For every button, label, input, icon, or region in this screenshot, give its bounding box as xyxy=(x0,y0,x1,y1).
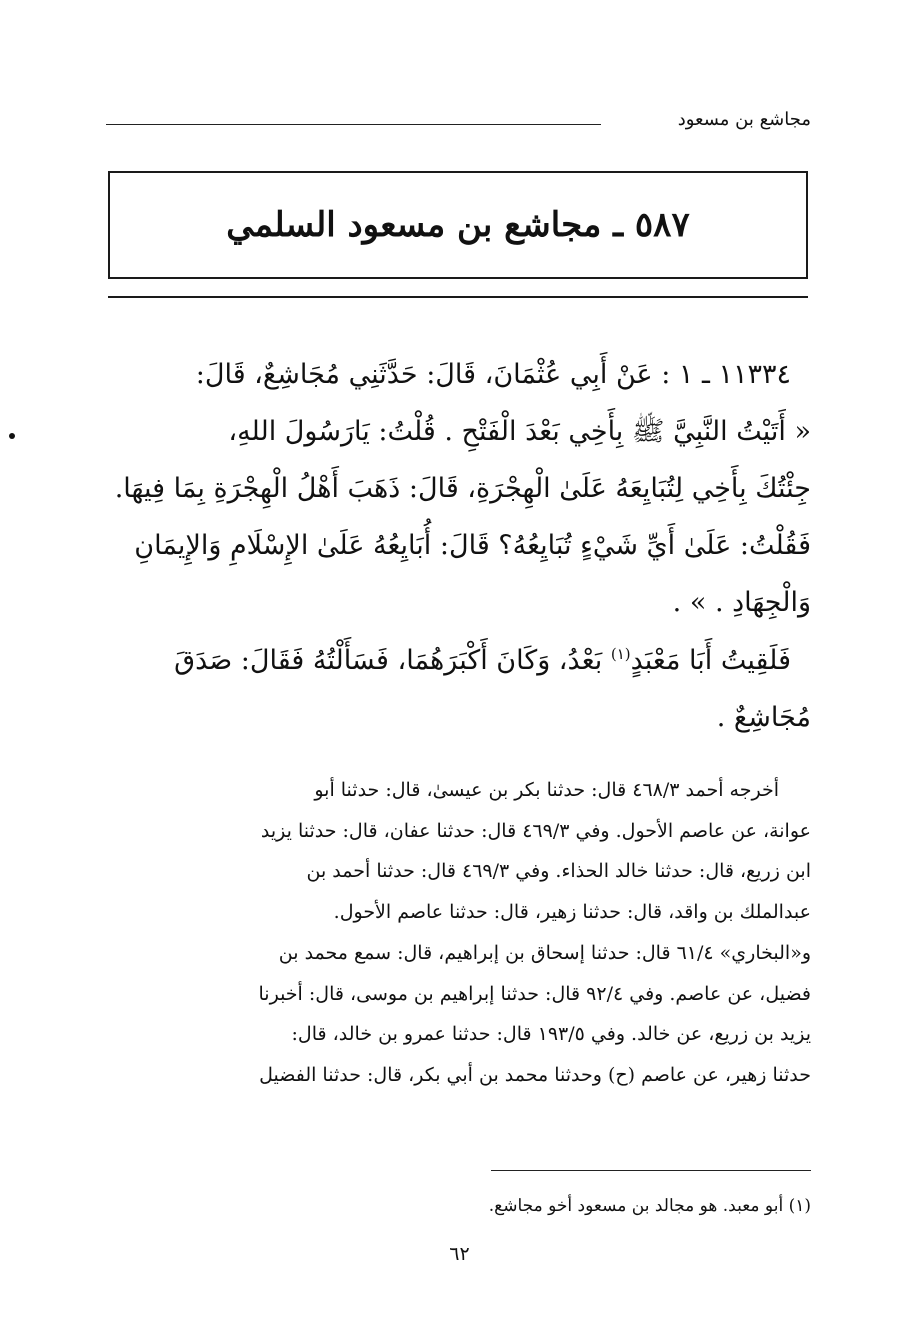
hadith-text xyxy=(111,346,811,631)
hadith-line: « أَتَيْتُ النَّبِيَّ ﷺ بِأَخِي بَعْدَ الْفَتْحِ . قُلْتُ: يَارَسُولَ اللهِ، xyxy=(228,416,811,447)
takhrij-line: ابن زريع، قال: حدثنا خالد الحذاء. وفي ٤٦٩/٣ قال: حدثنا أحمد بن xyxy=(306,860,811,883)
running-title: مجاشع بن مسعود xyxy=(677,109,811,130)
takhrij-line: أخرجه أحمد ٤٦٨/٣ قال: حدثنا بكر بن عيسىٰ، قال: حدثنا أبو xyxy=(314,779,779,801)
takhrij-line: عبدالملك بن واقد، قال: حدثنا زهير، قال: حدثنا عاصم الأحول. xyxy=(333,901,811,924)
footnote: (١) أبو معبد. هو مجالد بن مسعود أخو مجاشع. xyxy=(488,1196,811,1216)
hadith-line: ١١٣٣٤ ـ ١ : عَنْ أَبِي عُثْمَانَ، قَالَ: حَدَّثَنِي مُجَاشِعٌ، قَالَ: xyxy=(195,359,791,390)
margin-dot xyxy=(9,433,15,439)
takhrij-line: عوانة، عن عاصم الأحول. وفي ٤٦٩/٣ قال: حدثنا عفان، قال: حدثنا يزيد xyxy=(260,819,811,842)
takhrij-line: و«البخاري» ٦١/٤ قال: حدثنا إسحاق بن إبراهيم، قال: سمع محمد بن xyxy=(278,941,811,964)
page-number: ٦٢ xyxy=(449,1243,470,1265)
chapter-rule xyxy=(108,296,808,298)
takhrij-line: حدثنا زهير، عن عاصم (ح) وحدثنا محمد بن أبي بكر، قال: حدثنا الفضيل xyxy=(259,1063,811,1086)
header-rule xyxy=(106,124,601,125)
takhrij-section xyxy=(111,770,811,1096)
chapter-title-box xyxy=(108,171,808,279)
hadith-line: فَقُلْتُ: عَلَىٰ أَيِّ شَيْءٍ تُبَايِعُهُ؟ قَالَ: أُبَايِعُهُ عَلَىٰ الإِسْلَامِ وَالإِيمَانِ xyxy=(134,530,811,561)
followup-line xyxy=(111,632,811,689)
hadith-followup xyxy=(111,632,811,746)
running-header xyxy=(106,106,811,134)
followup-text: بَعْدُ، وَكَانَ أَكْبَرَهُمَا، فَسَأَلْتُهُ فَقَالَ: صَدَقَ xyxy=(174,645,611,676)
takhrij-line: فضيل، عن عاصم. وفي ٩٢/٤ قال: حدثنا إبراهيم بن موسى، قال: أخبرنا xyxy=(258,982,811,1005)
followup-line: مُجَاشِعٌ . xyxy=(716,702,811,733)
takhrij-line: يزيد بن زريع، عن خالد. وفي ١٩٣/٥ قال: حدثنا عمرو بن خالد، قال: xyxy=(291,1023,811,1046)
footnote-rule xyxy=(491,1170,811,1171)
followup-text: فَلَقِيتُ أَبَا مَعْبَدٍ xyxy=(630,645,791,676)
footnote-marker[interactable]: (١) xyxy=(610,645,631,663)
chapter-title: ٥٨٧ ـ مجاشع بن مسعود السلمي xyxy=(226,205,690,245)
hadith-line: وَالْجِهَادِ . » . xyxy=(672,587,811,618)
hadith-line: جِئْتُكَ بِأَخِي لِتُبَايِعَهُ عَلَىٰ الْهِجْرَةِ، قَالَ: ذَهَبَ أَهْلُ الْهِجْرَةِ بِمَا فِيهَا. xyxy=(114,473,811,504)
